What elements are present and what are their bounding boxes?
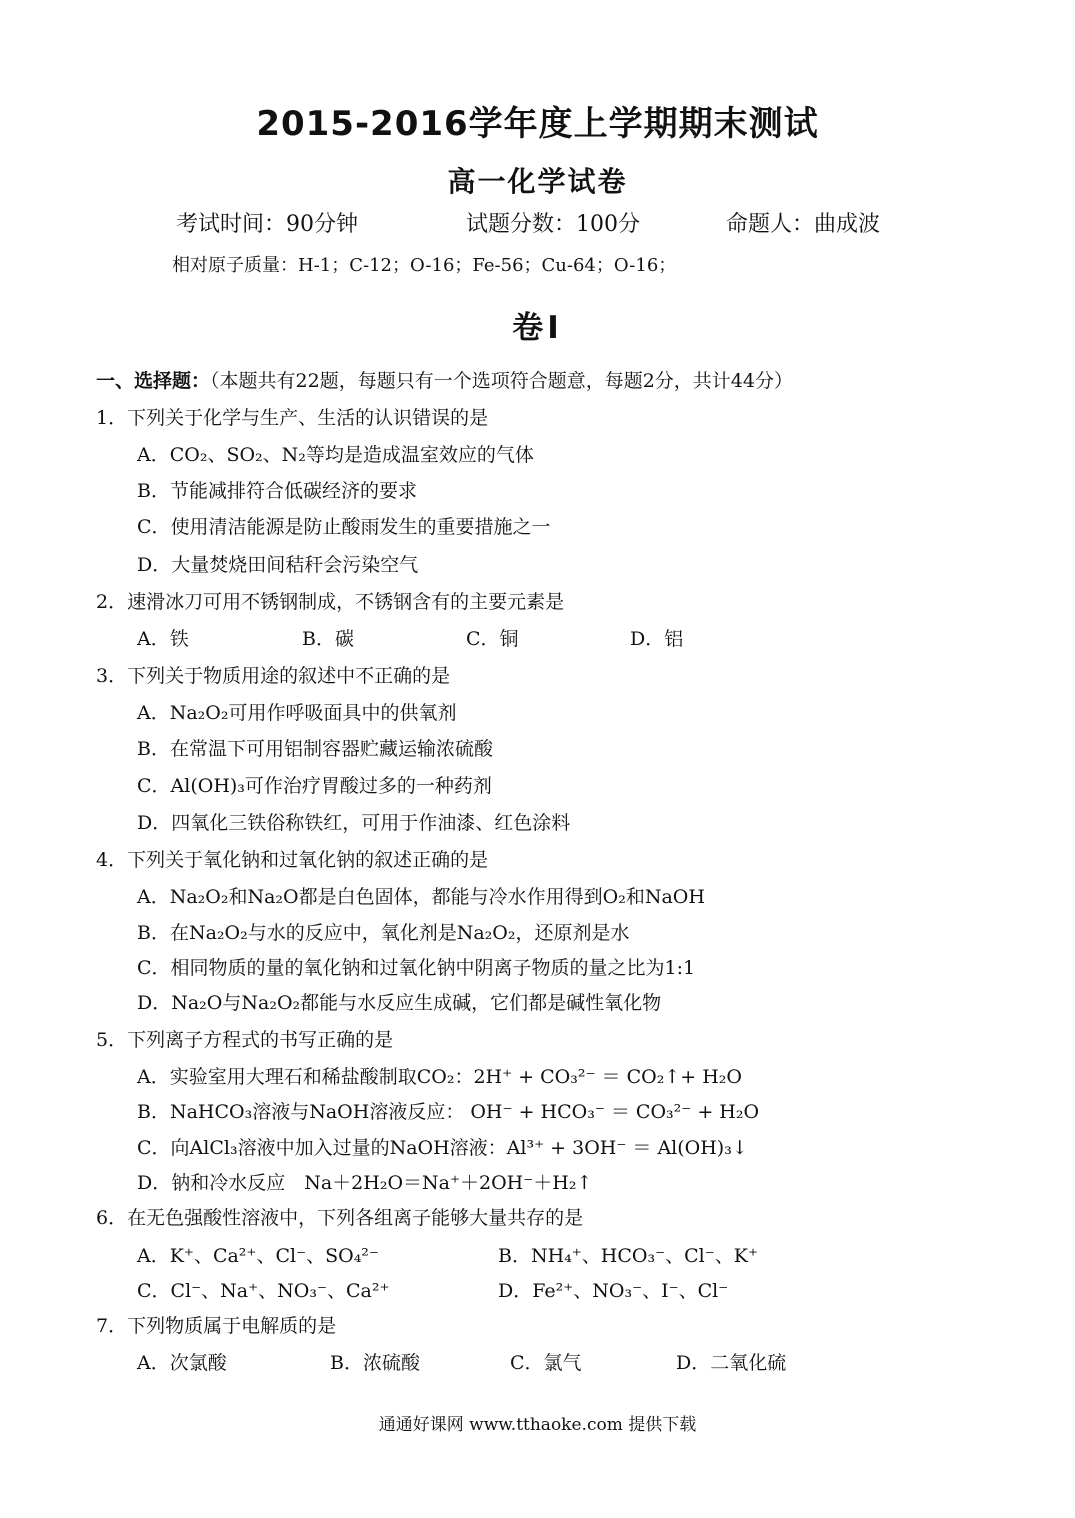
question-stem: 7．下列物质属于电解质的是 — [96, 1315, 337, 1337]
question-stem: 4．下列关于氧化钠和过氧化钠的叙述正确的是 — [96, 849, 489, 871]
option: D．二氧化硫 — [676, 1352, 787, 1374]
atomic-mass-note: 相对原子质量：H-1；C-12；O-16；Fe-56；Cu-64；O-16； — [172, 255, 677, 276]
option: C．Al(OH)₃可作治疗胃酸过多的一种药剂 — [137, 775, 492, 797]
option: B．在常温下可用铝制容器贮藏运输浓硫酸 — [137, 738, 493, 760]
section-description: （本题共有22题，每题只有一个选项符合题意，每题2分，共计44分） — [210, 370, 793, 392]
exam-score: 试题分数：100分 — [466, 212, 640, 237]
option: D．铝 — [630, 628, 684, 650]
section-label: 一、选择题： — [96, 370, 211, 392]
option: A．实验室用大理石和稀盐酸制取CO₂：2H⁺ + CO₃²⁻ ＝ CO₂↑+ H₂O — [137, 1066, 742, 1088]
question-stem: 3．下列关于物质用途的叙述中不正确的是 — [96, 665, 451, 687]
option: A．CO₂、SO₂、N₂等均是造成温室效应的气体 — [137, 444, 534, 466]
option: D．钠和冷水反应 Na＋2H₂O＝Na⁺＋2OH⁻＋H₂↑ — [137, 1172, 593, 1194]
option: B．NH₄⁺、HCO₃⁻、Cl⁻、K⁺ — [498, 1245, 758, 1267]
option: C．相同物质的量的氧化钠和过氧化钠中阴离子物质的量之比为1:1 — [137, 957, 696, 979]
section-heading — [96, 368, 793, 394]
option: A．铁 — [137, 628, 189, 650]
option: C．使用清洁能源是防止酸雨发生的重要措施之一 — [137, 516, 551, 538]
question-stem: 1．下列关于化学与生产、生活的认识错误的是 — [96, 407, 489, 429]
option: B．NaHCO₃溶液与NaOH溶液反应： OH⁻ + HCO₃⁻ ＝ CO₃²⁻ + H₂O — [137, 1101, 760, 1123]
option: D．四氧化三铁俗称铁红，可用于作油漆、红色涂料 — [137, 812, 571, 834]
option: B．在Na₂O₂与水的反应中，氧化剂是Na₂O₂，还原剂是水 — [137, 922, 630, 944]
option: A．K⁺、Ca²⁺、Cl⁻、SO₄²⁻ — [137, 1245, 379, 1267]
option: B．浓硫酸 — [330, 1352, 420, 1374]
volume-heading: 卷Ⅰ — [512, 310, 563, 346]
option: B．节能减排符合低碳经济的要求 — [137, 480, 417, 502]
option: D．大量焚烧田间秸秆会污染空气 — [137, 554, 419, 576]
option: C．铜 — [466, 628, 519, 650]
question-stem: 6．在无色强酸性溶液中，下列各组离子能够大量共存的是 — [96, 1207, 584, 1229]
page-title: 2015-2016学年度上学期期末测试 — [256, 104, 819, 144]
option: B．碳 — [302, 628, 354, 650]
option: C．Cl⁻、Na⁺、NO₃⁻、Ca²⁺ — [137, 1280, 390, 1302]
page-footer: 通通好课网 www.tthaoke.com 提供下载 — [378, 1415, 697, 1435]
option: D．Fe²⁺、NO₃⁻、I⁻、Cl⁻ — [498, 1280, 729, 1302]
question-stem: 5．下列离子方程式的书写正确的是 — [96, 1029, 394, 1051]
option: C．氯气 — [510, 1352, 582, 1374]
option: A．Na₂O₂可用作呼吸面具中的供氧剂 — [137, 702, 457, 724]
page-subtitle: 高一化学试卷 — [447, 165, 628, 198]
exam-author: 命题人：曲成波 — [726, 212, 881, 237]
option: C．向AlCl₃溶液中加入过量的NaOH溶液：Al³⁺ + 3OH⁻ ＝ Al(OH)₃↓ — [137, 1137, 748, 1159]
option: A．Na₂O₂和Na₂O都是白色固体，都能与冷水作用得到O₂和NaOH — [137, 886, 705, 908]
question-stem: 2．速滑冰刀可用不锈钢制成，不锈钢含有的主要元素是 — [96, 591, 565, 613]
option: D．Na₂O与Na₂O₂都能与水反应生成碱，它们都是碱性氧化物 — [137, 992, 662, 1014]
exam-time: 考试时间：90分钟 — [176, 212, 358, 237]
option: A．次氯酸 — [137, 1352, 227, 1374]
